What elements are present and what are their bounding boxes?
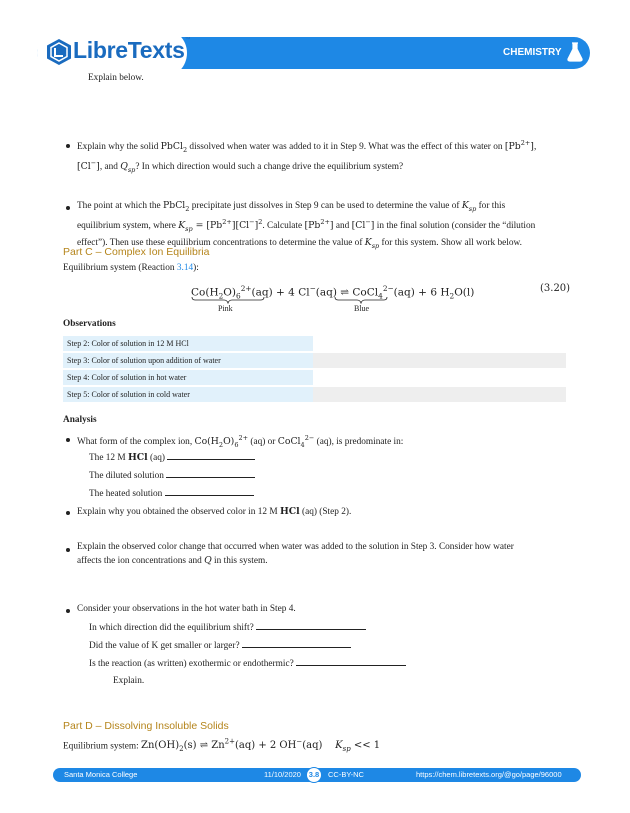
label-blue: Blue	[354, 304, 370, 313]
observations-heading: Observations	[63, 319, 116, 329]
footer-url[interactable]: https://chem.libretexts.org/@go/page/96000	[416, 770, 562, 779]
bullet	[66, 206, 70, 210]
question-color-change: Explain the observed color change that occurred when water was added to the solution in Step 3. Consider how water affects the ion concentrations and Q in this system.	[77, 542, 514, 566]
table-row	[63, 370, 566, 385]
question-complex-form: What form of the complex ion, $Co(H_2O)_6^{2+}$ (aq) or CoCl$_4^{2-}$ (aq), is predominate in:	[77, 434, 404, 449]
bullet	[66, 548, 70, 552]
equilibrium-system-d: Equilibrium system: $Zn(OH)_2(s)$ ⇌ $Zn^{2+}(aq) + 2$ OH−(aq) $K_{sp} << 1$	[63, 738, 381, 754]
answer-blank[interactable]	[256, 621, 366, 630]
footer-date: 11/10/2020	[264, 770, 301, 779]
answer-line-diluted: The diluted solution	[89, 469, 255, 483]
footer-license: CC-BY-NC	[328, 770, 364, 779]
observation-label: Step 5: Color of solution in cold water	[63, 387, 313, 402]
observation-label: Step 4: Color of solution in hot water	[63, 370, 313, 385]
question-hot-water: Consider your observations in the hot water bath in Step 4.	[77, 604, 296, 614]
libretexts-logo-icon[interactable]	[46, 38, 72, 66]
section-title-part-c: Part C – Complex Ion Equilibria	[63, 246, 210, 258]
observation-answer-cell[interactable]	[313, 387, 566, 402]
question-observed-color: Explain why you obtained the observed color in 12 M HCl (aq) (Step 2).	[77, 506, 352, 517]
question-ksp: The point at which the PbCl$_2$ precipitate just dissolves in Step 9 can be used to determine the value of $K_{sp}$ for this equilibrium system, where $K_{sp} = [Pb^{2+}][Cl^-]^2$. Calculate $[Pb^{2+}]$ and [Cl−] in the final solution (consider the “dilution effect”). Then use these equilibrium concentrations to determine the value of $K_{sp}$ for this system. Show all work below.	[77, 200, 536, 250]
table-row	[63, 353, 566, 368]
subject-label[interactable]: CHEMISTRY	[503, 47, 562, 58]
footer-college: Santa Monica College	[64, 770, 138, 779]
explain-text: Explain.	[113, 676, 145, 686]
answer-blank[interactable]	[242, 639, 351, 648]
observation-answer-cell[interactable]	[313, 370, 566, 385]
observation-label: Step 2: Color of solution in 12 M HCl	[63, 336, 313, 351]
table-row	[63, 336, 566, 351]
flask-icon	[567, 42, 583, 62]
answer-line-k: Did the value of K get smaller or larger?	[89, 639, 351, 653]
bullet	[66, 609, 70, 613]
equation-complex-ion: $Co(H_2O)_6^{2+}(aq) + 4$ Cl−(aq) ⇌ CoCl$_4^{2-}$(aq) + 6 $H_2O(l)$	[191, 284, 475, 301]
answer-blank[interactable]	[166, 469, 255, 478]
analysis-heading: Analysis	[63, 415, 97, 425]
explain-below-text: Explain below.	[88, 73, 144, 83]
answer-blank[interactable]	[296, 657, 406, 666]
bullet	[66, 144, 70, 148]
page-number-badge: 3.8	[306, 767, 322, 783]
equation-number: (3.20)	[540, 283, 571, 294]
section-title-part-d: Part D – Dissolving Insoluble Solids	[63, 720, 229, 732]
question-pbcl2-water: Explain why the solid PbCl$_2$ dissolved when water was added to it in Step 9. What was the effect of this water on $[Pb^{2+}]$, [Cl−], and $Q_{sp}$? In which direction would such a change drive the equilibrium system?	[77, 139, 537, 174]
answer-blank[interactable]	[165, 487, 254, 496]
observation-answer-cell[interactable]	[313, 336, 566, 351]
answer-line-heated: The heated solution	[89, 487, 254, 501]
answer-line-shift: In which direction did the equilibrium shift?	[89, 621, 366, 635]
equilibrium-system-label: Equilibrium system (Reaction 3.14):	[63, 263, 199, 273]
answer-blank[interactable]	[167, 451, 255, 460]
table-row	[63, 387, 566, 402]
reaction-link[interactable]: 3.14	[176, 263, 194, 273]
observation-label: Step 3: Color of solution upon addition of water	[63, 353, 313, 368]
bullet	[66, 511, 70, 515]
answer-line-12m: The 12 M HCl (aq)	[89, 451, 255, 465]
logo-wordmark[interactable]: LibreTexts™	[73, 37, 191, 63]
observation-answer-cell[interactable]	[313, 353, 566, 368]
answer-line-exothermic: Is the reaction (as written) exothermic or endothermic?	[89, 657, 406, 671]
label-pink: Pink	[218, 304, 233, 313]
bullet	[66, 438, 70, 442]
